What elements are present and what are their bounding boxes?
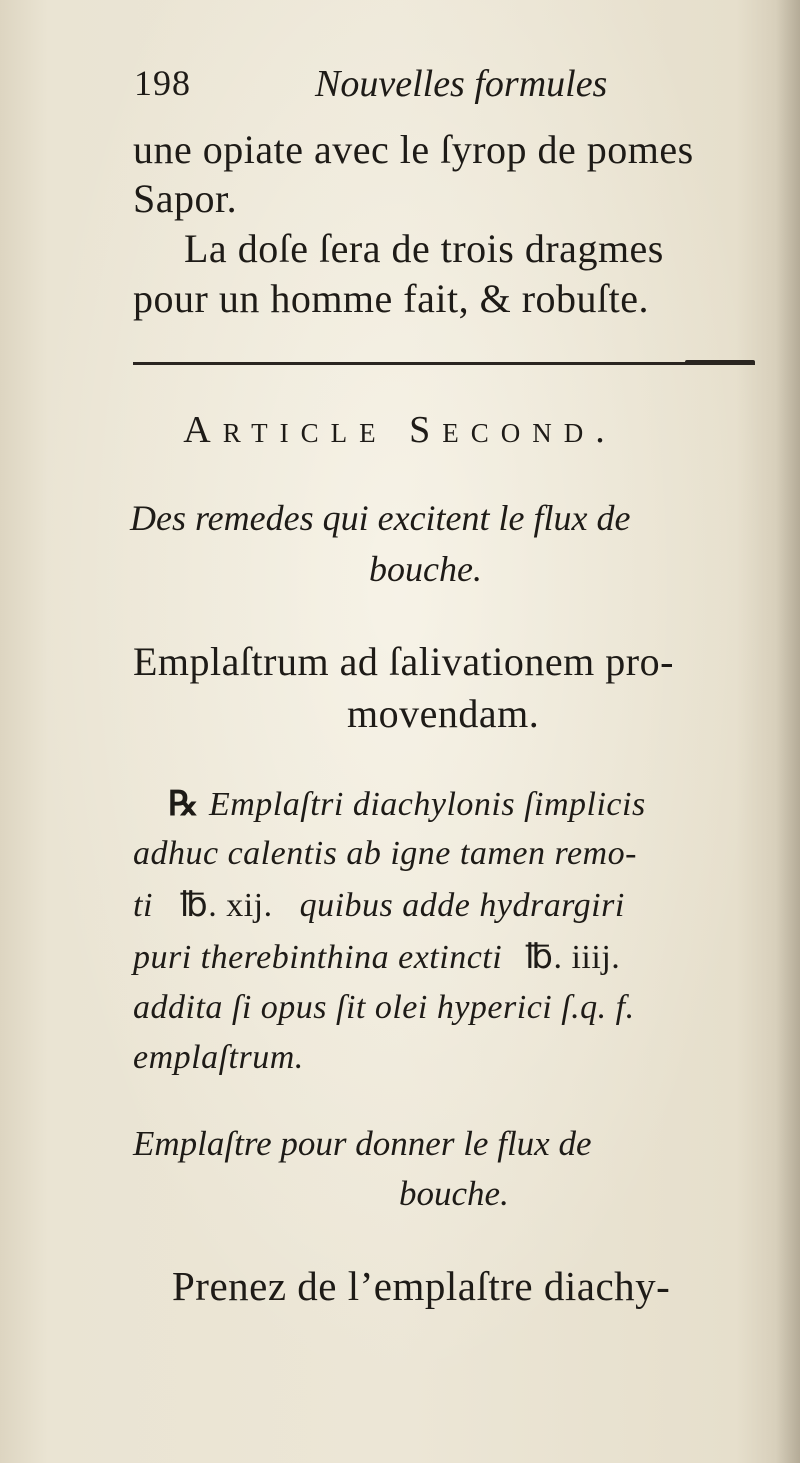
- recipe-line: [133, 937, 620, 977]
- recipe-text: quibus adde hydrargiri: [299, 887, 625, 924]
- recipe-line: adhuc calentis ab igne tamen remo-: [133, 835, 637, 872]
- rx-symbol-icon: ℞: [168, 786, 199, 823]
- recipe-text: ti: [133, 887, 153, 924]
- running-head: Nouvelles formules: [315, 63, 608, 105]
- text-line: Prenez de l’emplaſtre diachy-: [172, 1263, 671, 1309]
- recipe-text: puri therebinthina extincti: [133, 939, 503, 976]
- recipe-line: [168, 784, 646, 824]
- text-line: pour un homme fait, & robuſte.: [133, 276, 650, 321]
- subtitle-line: Des remedes qui excitent le flux de: [130, 498, 631, 538]
- page-number: 198: [134, 63, 191, 103]
- text-line: La doſe ſera de trois dragmes: [184, 226, 664, 271]
- text-line: une opiate avec le ſyrop de pomes: [133, 127, 694, 172]
- recipe-line: [133, 885, 625, 925]
- recipe-weight: ℔. iiij.: [525, 939, 621, 976]
- recipe-text: Emplaſtri diachylonis ſimplicis: [208, 786, 646, 823]
- page-header: [0, 62, 800, 112]
- section-divider-rule: [133, 362, 755, 365]
- recipe-line: emplaſtrum.: [133, 1039, 304, 1076]
- recipe-title-line: movendam.: [347, 691, 540, 736]
- recipe-weight: ℔. xij.: [179, 887, 273, 924]
- recipe-title-line: Emplaſtrum ad ſalivationem pro-: [133, 639, 674, 684]
- subtitle-line: bouche.: [369, 549, 482, 589]
- recipe-line: addita ſi opus ſit olei hyperici ſ.q. f.: [133, 989, 635, 1026]
- text-line: Sapor.: [133, 176, 238, 221]
- article-heading: Article Second.: [183, 409, 617, 451]
- recipe-title-line: Emplaſtre pour donner le flux de: [133, 1124, 592, 1163]
- recipe-title-line: bouche.: [399, 1174, 509, 1213]
- page-edge-shadow: [776, 0, 800, 1463]
